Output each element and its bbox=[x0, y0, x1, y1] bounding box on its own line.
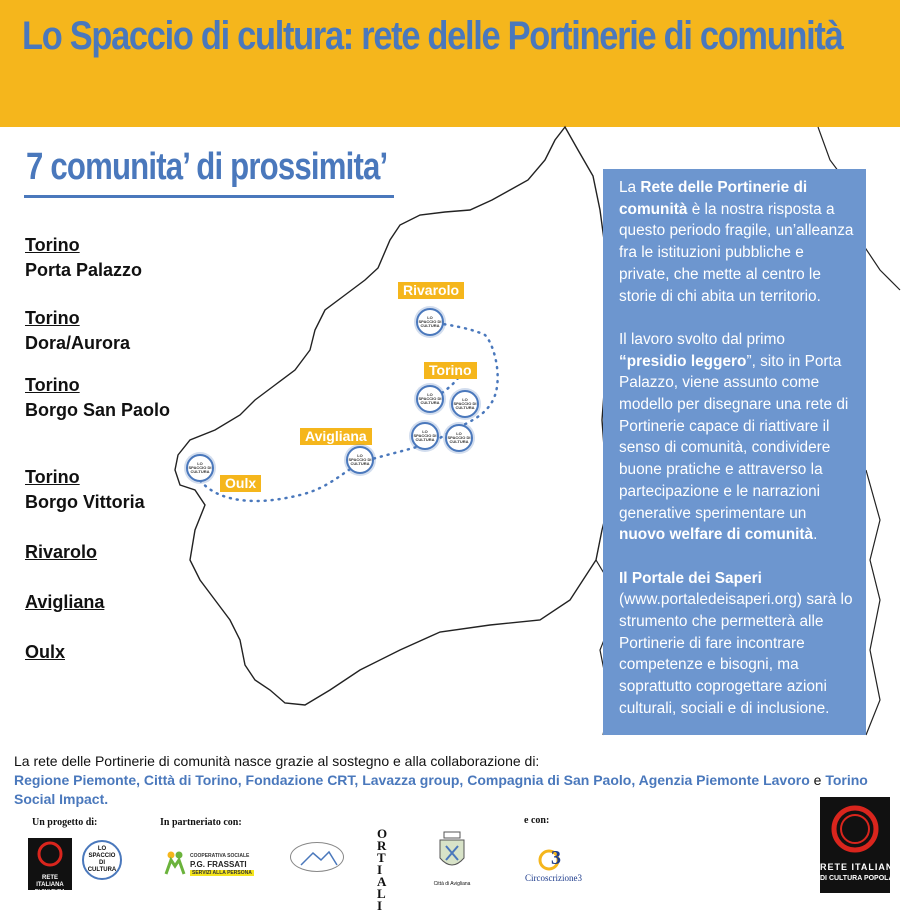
community-item: Torino Borgo Vittoria bbox=[25, 467, 145, 512]
page-title: Lo Spaccio di cultura: rete delle Portinerie di comunità bbox=[22, 14, 843, 58]
stamp-avigliana: LO SPACCIO DI CULTURA bbox=[346, 446, 374, 474]
avigliana-crest-logo: Città di Avigliana bbox=[432, 830, 472, 890]
svg-text:3: 3 bbox=[551, 847, 561, 869]
circoscrizione-logo: 3 Circoscrizione3 bbox=[525, 842, 589, 886]
map-label-torino: Torino bbox=[424, 362, 477, 379]
info-paragraph-1: La Rete delle Portinerie di comunità è la nostra risposta a questo periodo fragile, un’alleanza fra le istituzioni pubbliche e private, che mette al centro le storie di chi abita un territorio. bbox=[619, 179, 854, 305]
neighbor-border-southeast bbox=[866, 470, 880, 735]
community-item: Torino Porta Palazzo bbox=[25, 235, 143, 280]
community-item: Oulx bbox=[25, 642, 66, 662]
community-item: Torino Borgo San Paolo bbox=[25, 375, 171, 420]
people-icon bbox=[164, 850, 186, 876]
stamp-oulx: LO SPACCIO DI CULTURA bbox=[186, 454, 214, 482]
map-label-oulx: Oulx bbox=[220, 475, 261, 492]
rete-italiana-small-logo: RETE ITALIANA DI CULTURA POPOLARE bbox=[28, 838, 72, 890]
rete-italiana-big-logo: RETE ITALIANA DI CULTURA POPOLARE bbox=[820, 797, 890, 893]
circle-brush-icon bbox=[820, 797, 890, 857]
spaccio-logo: LO SPACCIO DI CULTURA bbox=[82, 840, 122, 880]
mountain-icon bbox=[291, 843, 345, 873]
stamp-rivarolo: LO SPACCIO DI CULTURA bbox=[416, 308, 444, 336]
partnership-label: In partneriato con: bbox=[160, 817, 242, 828]
community-item: Avigliana bbox=[25, 592, 105, 612]
support-text: La rete delle Portinerie di comunità nasce grazie al sostegno e alla collaborazione di: Regione Piemonte, Città di Torino, Fondazione CRT, Lavazza group, Compagnia di San Paolo, Agenzia Piemonte Lavoro e Torino Social Impact. bbox=[14, 753, 868, 807]
info-paragraph-2: Il lavoro svolto dal primo “presidio leggero”, sito in Porta Palazzo, viene assunto come modello per disegnare una rete di Portinerie capace di riattivare il senso di comunità, condividere buone pratiche e attraverso la partecipazione e le narrazioni generative sperimentare un nuovo welfare di comunità. bbox=[619, 330, 849, 544]
region-border bbox=[175, 127, 614, 705]
map-label-avigliana: Avigliana bbox=[300, 428, 372, 445]
cooperative-ellipse-logo bbox=[290, 842, 344, 872]
subtitle-underline bbox=[24, 195, 394, 198]
info-paragraph-3: Il Portale dei Saperi (www.portaledeisaperi.org) sarà lo strumento che permetterà alle Portinerie di fare incontrare competenze e bisogni, ma soprattutto coprogettare azioni culturali, sociali e di inclusione. bbox=[619, 569, 853, 717]
info-panel bbox=[603, 169, 866, 735]
project-label: Un progetto di: bbox=[32, 817, 98, 828]
with-label: e con: bbox=[524, 815, 550, 826]
circoscrizione-icon bbox=[533, 842, 573, 872]
stamp-torino-4: LO SPACCIO DI CULTURA bbox=[445, 424, 473, 452]
frassati-logo: COOPERATIVA SOCIALE P.G. FRASSATI SERVIZI ALLA PERSONA bbox=[164, 850, 256, 880]
subtitle: 7 comunita’ di prossimita’ bbox=[26, 146, 388, 188]
circle-brush-icon bbox=[28, 838, 72, 870]
stamp-torino-3: LO SPACCIO DI CULTURA bbox=[411, 422, 439, 450]
ortiali-logo: ORTIALI bbox=[377, 826, 390, 913]
map-label-rivarolo: Rivarolo bbox=[398, 282, 464, 299]
stamp-torino-2: LO SPACCIO DI CULTURA bbox=[451, 390, 479, 418]
community-item: Torino Dora/Aurora bbox=[25, 308, 131, 353]
stamp-torino-1: LO SPACCIO DI CULTURA bbox=[416, 385, 444, 413]
crest-icon bbox=[432, 830, 472, 876]
community-item: Rivarolo bbox=[25, 542, 98, 562]
